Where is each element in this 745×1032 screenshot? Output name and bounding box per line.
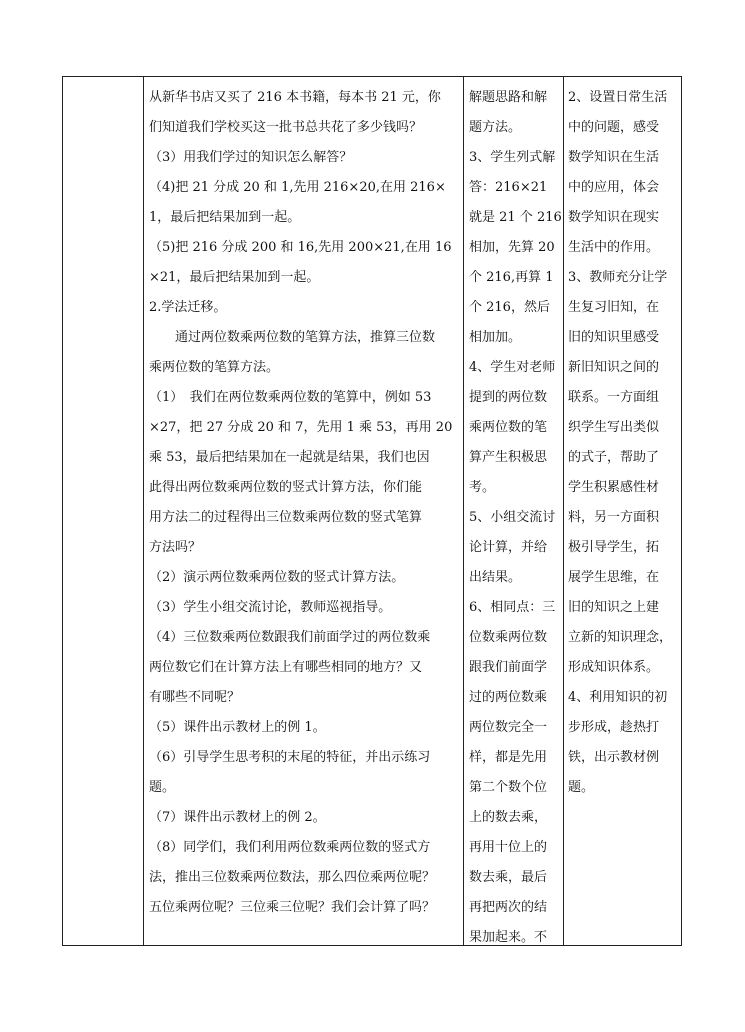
column-divider xyxy=(563,77,564,945)
text-line: 两位数完全一 xyxy=(469,720,548,735)
text-line: （2）演示两位数乘两位数的竖式计算方法。 xyxy=(149,570,405,585)
text-line: 方法吗？ xyxy=(149,540,202,555)
text-line: 跟我们前面学 xyxy=(469,660,548,675)
text-line: 的式子，帮助了 xyxy=(568,450,660,465)
text-line: 织学生写出类似 xyxy=(568,420,660,435)
text-line: 3、学生列式解 xyxy=(469,150,556,165)
text-line: 4、学生对老师 xyxy=(469,360,556,375)
text-line: 学生积累感性材 xyxy=(568,480,660,495)
text-line: 再把两次的结 xyxy=(469,900,548,915)
text-line: 数去乘，最后 xyxy=(469,870,548,885)
text-line: 极引导学生，拓 xyxy=(568,540,660,555)
text-line: 五位乘两位呢？三位乘三位呢？我们会计算了吗？ xyxy=(149,900,436,915)
text-line: 再用十位上的 xyxy=(469,840,548,855)
text-line: 乘 53，最后把结果加在一起就是结果，我们也因 xyxy=(149,450,430,465)
text-line: 6、相同点：三 xyxy=(469,600,556,615)
text-line: 就是 21 个 216 xyxy=(469,210,562,225)
text-line: 过的两位数乘 xyxy=(469,690,548,705)
text-line: （3）用我们学过的知识怎么解答？ xyxy=(149,150,353,165)
text-line: 题。 xyxy=(149,780,176,795)
text-line: 2、设置日常生活 xyxy=(568,90,668,105)
text-line: 新旧知识之间的 xyxy=(568,360,660,375)
text-line: 料，另一方面积 xyxy=(568,510,660,525)
text-line: （8）同学们，我们利用两位数乘两位数的竖式方 xyxy=(149,840,431,855)
teaching-process-column xyxy=(149,83,465,923)
text-line: 法，推出三位数乘两位数法，那么四位乘两位呢？ xyxy=(149,870,436,885)
text-line: 3、教师充分让学 xyxy=(568,270,668,285)
text-line: （4)把 21 分成 20 和 1,先用 216×20,在用 216× xyxy=(149,180,446,195)
text-line: 生活中的作用。 xyxy=(568,240,660,255)
text-line: 解题思路和解 xyxy=(469,90,548,105)
text-line: 个 216,再算 1 xyxy=(469,270,554,285)
text-line: 生复习旧知，在 xyxy=(568,300,660,315)
text-line: 果加起来。不 xyxy=(469,930,548,945)
text-line: （6）引导学生思考积的末尾的特征，并出示练习 xyxy=(149,750,431,765)
text-line: 通过两位数乘两位数的笔算方法，推算三位数 xyxy=(149,330,436,345)
text-line: （5）课件出示教材上的例 1。 xyxy=(149,720,326,735)
text-line: 提到的两位数 xyxy=(469,390,548,405)
text-line: ×27，把 27 分成 20 和 7，先用 1 乘 53，再用 20 xyxy=(149,420,453,435)
text-line: 相加，先算 20 xyxy=(469,240,555,255)
text-line: 样，都是先用 xyxy=(469,750,548,765)
text-line: （5)把 216 分成 200 和 16,先用 200×21,在用 16 xyxy=(149,240,452,255)
text-line: 步形成，趁热打 xyxy=(568,720,660,735)
design-intent-column xyxy=(568,83,680,803)
text-line: 中的应用，体会 xyxy=(568,180,660,195)
text-line: 旧的知识之上建 xyxy=(568,600,660,615)
text-line: 2.学法迁移。 xyxy=(149,300,227,315)
text-line: 有哪些不同呢？ xyxy=(149,690,241,705)
text-line: 展学生思维，在 xyxy=(568,570,660,585)
text-line: 数学知识在现实 xyxy=(568,210,660,225)
text-line: 此得出两位数乘两位数的竖式计算方法，你们能 xyxy=(149,480,423,495)
text-line: 算产生积极思 xyxy=(469,450,548,465)
student-activity-column xyxy=(469,83,563,953)
text-line: 上的数去乘， xyxy=(469,810,548,825)
text-line: 5、小组交流讨 xyxy=(469,510,556,525)
text-line: 第二个数个位 xyxy=(469,780,548,795)
text-line: 题方法。 xyxy=(469,120,522,135)
text-line: ×21，最后把结果加到一起。 xyxy=(149,270,320,285)
text-line: 考。 xyxy=(469,480,496,495)
text-line: 乘两位数的笔 xyxy=(469,420,548,435)
text-line: （3）学生小组交流讨论，教师巡视指导。 xyxy=(149,600,392,615)
text-line: 旧的知识里感受 xyxy=(568,330,660,345)
text-line: 题。 xyxy=(568,780,595,795)
text-line: 两位数它们在计算方法上有哪些相同的地方？又 xyxy=(149,660,423,675)
text-line: 联系。一方面组 xyxy=(568,390,660,405)
text-line: 1，最后把结果加到一起。 xyxy=(149,210,301,225)
text-line: （1） 我们在两位数乘两位数的笔算中，例如 53 xyxy=(149,390,432,405)
text-line: 中的问题，感受 xyxy=(568,120,660,135)
text-line: 位数乘两位数 xyxy=(469,630,548,645)
text-line: 用方法二的过程得出三位数乘两位数的竖式笔算 xyxy=(149,510,423,525)
text-line: 4、利用知识的初 xyxy=(568,690,668,705)
text-line: 铁，出示教材例 xyxy=(568,750,660,765)
text-line: 乘两位数的笔算方法。 xyxy=(149,360,280,375)
lesson-table xyxy=(62,76,682,946)
text-line: 个 216，然后 xyxy=(469,300,550,315)
text-line: 立新的知识理念， xyxy=(568,630,673,645)
text-line: （7）课件出示教材上的例 2。 xyxy=(149,810,326,825)
text-line: 论计算，并给 xyxy=(469,540,548,555)
text-line: 从新华书店又买了 216 本书籍，每本书 21 元，你 xyxy=(149,90,441,105)
text-line: 相加加。 xyxy=(469,330,522,345)
text-line: 们知道我们学校买这一批书总共花了多少钱吗？ xyxy=(149,120,423,135)
text-line: 出结果。 xyxy=(469,570,522,585)
text-line: 数学知识在生活 xyxy=(568,150,660,165)
text-line: 形成知识体系。 xyxy=(568,660,660,675)
column-divider xyxy=(143,77,144,945)
text-line: （4）三位数乘两位数跟我们前面学过的两位数乘 xyxy=(149,630,431,645)
text-line: 答：216×21 xyxy=(469,180,548,195)
